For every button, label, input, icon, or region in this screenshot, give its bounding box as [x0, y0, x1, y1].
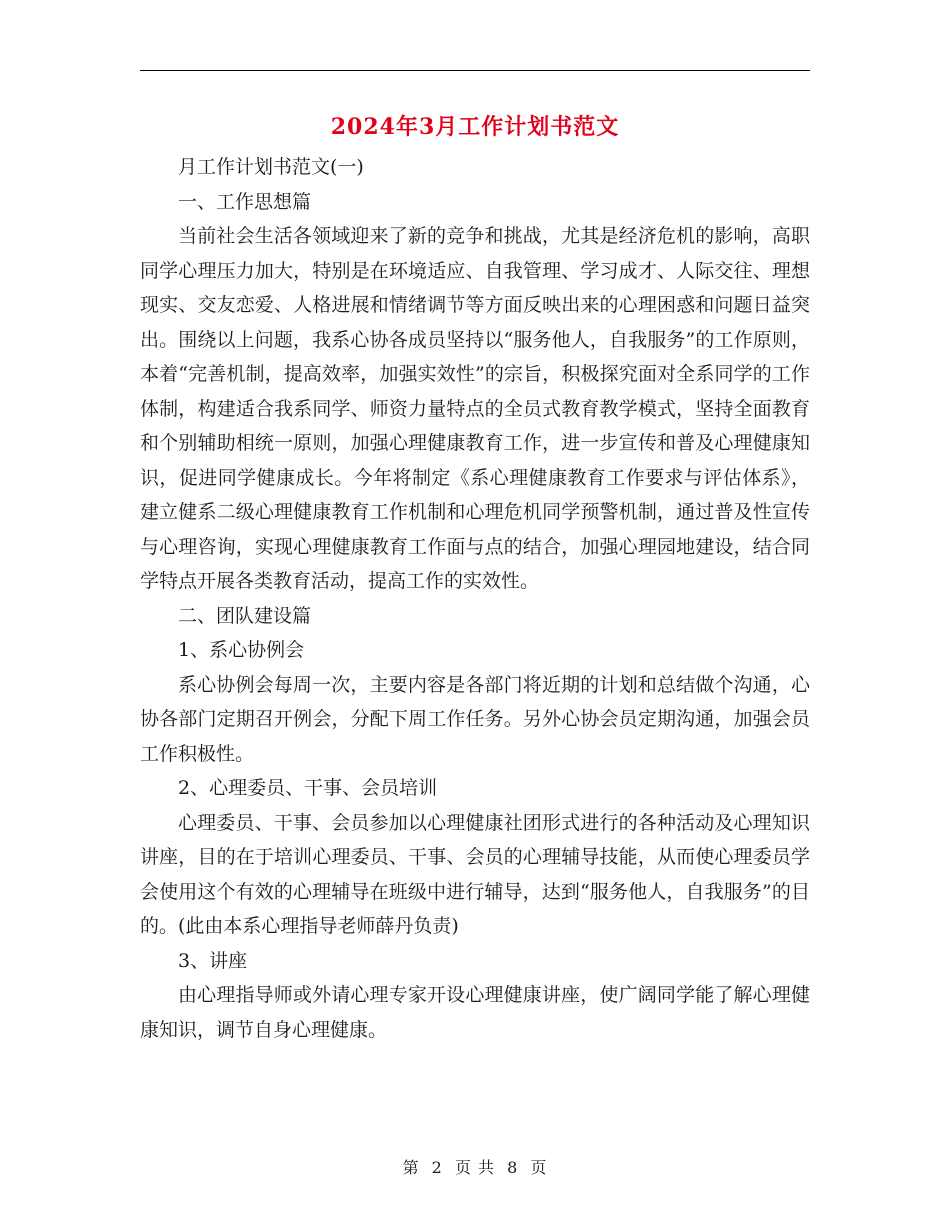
paragraph-subheading: 1、系心协例会: [178, 639, 305, 661]
paragraph-heading-2: 二、团队建设篇: [178, 604, 312, 627]
paragraph-body: 心理委员、干事、会员参加以心理健康社团形式进行的各种活动及心理知识讲座，目的在于培训心理委员、干事、会员的心理辅导技能，从而使心理委员学会使用这个有效的心理辅导在班级中进行辅导，达到“服务他人，自我服务”的目的。(此由本系心理指导老师薛丹负责): [140, 811, 810, 937]
header-rule: [140, 70, 810, 71]
paragraph-body: 当前社会生活各领域迎来了新的竞争和挑战，尤其是经济危机的影响，高职同学心理压力加大，特别是在环境适应、自我管理、学习成才、人际交往、理想现实、交友恋爱、人格进展和情绪调节等方面反映出来的心理困惑和问题日益突出。围绕以上问题，我系心协各成员坚持以“服务他人，自我服务”的工作原则，本着“完善机制，提高效率，加强实效性”的宗旨，积极探究面对全系同学的工作体制，构建适合我系同学、师资力量特点的全员式教育教学模式，坚持全面教育和个别辅助相统一原则，加强心理健康教育工作，进一步宣传和普及心理健康知识，促进同学健康成长。今年将制定《系心理健康教育工作要求与评估体系》，建立健系二级心理健康教育工作机制和心理危机同学预警机制，通过普及性宣传与心理咨询，实现心理健康教育工作面与点的结合，加强心理园地建设，结合同学特点开展各类教育活动，提高工作的实效性。: [140, 225, 810, 592]
paragraph-subheading: 2、心理委员、干事、会员培训: [178, 777, 438, 799]
footer-current-page: 2: [431, 1158, 443, 1177]
paragraph-subtitle: 月工作计划书范文(一): [178, 156, 364, 178]
paragraph-heading-1: 一、工作思想篇: [178, 190, 312, 213]
document-title: 2024年3月工作计划书范文: [330, 114, 620, 140]
footer-suffix: 页: [530, 1158, 548, 1177]
page-footer: [0, 1155, 950, 1178]
footer-prefix: 第: [402, 1158, 420, 1177]
footer-middle: 页 共: [454, 1158, 496, 1177]
footer-total-pages: 8: [507, 1158, 519, 1177]
paragraph-body: 系心协例会每周一次，主要内容是各部门将近期的计划和总结做个沟通，心协各部门定期召开例会，分配下周工作任务。另外心协会员定期沟通，加强会员工作积极性。: [140, 673, 810, 765]
paragraph-subheading: 3、讲座: [178, 949, 248, 972]
document-body: [140, 150, 810, 1047]
paragraph-body: 由心理指导师或外请心理专家开设心理健康讲座，使广阔同学能了解心理健康知识，调节自身心理健康。: [140, 984, 810, 1041]
